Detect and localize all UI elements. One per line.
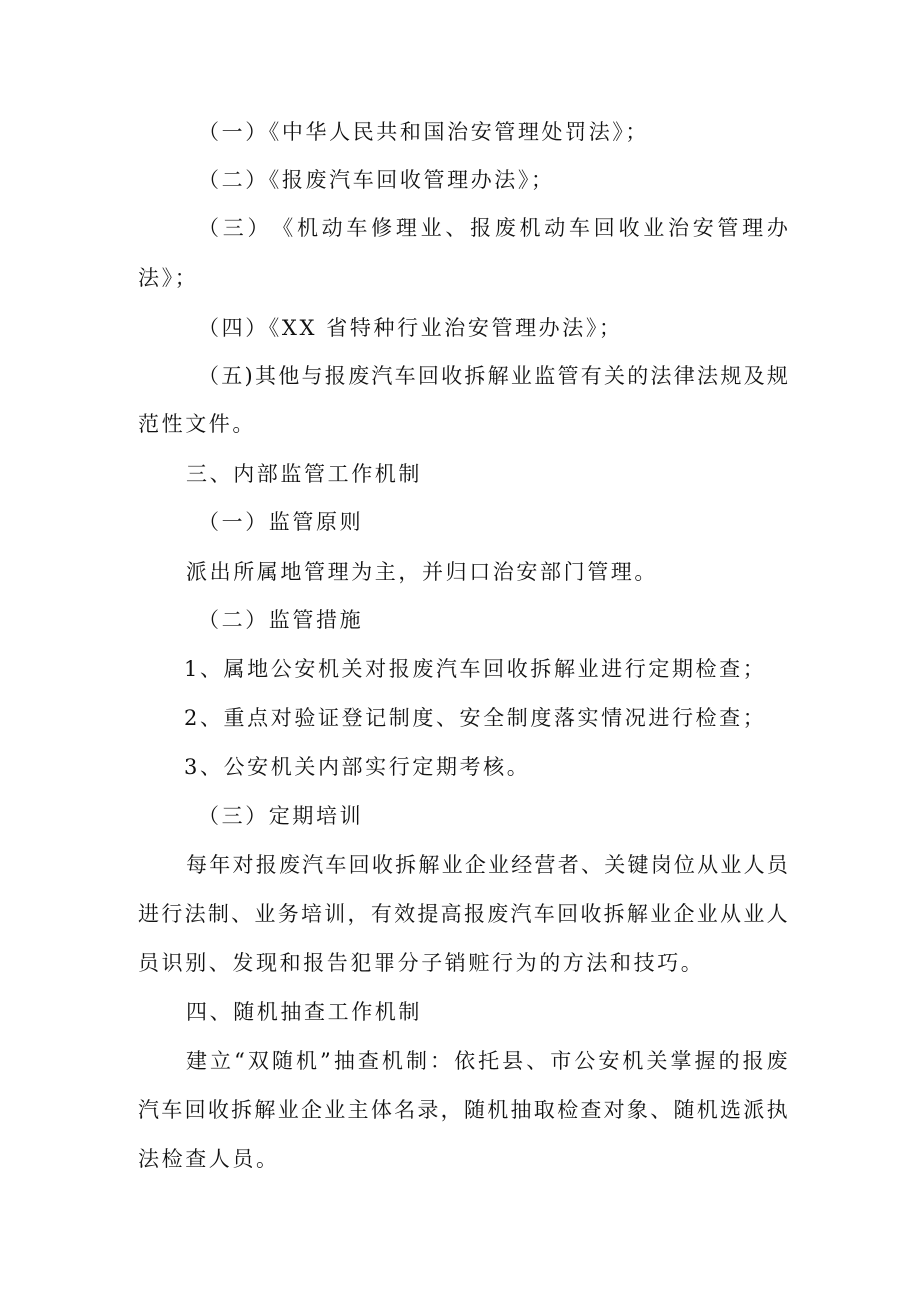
law-item-3-line-1: （ 三 ） 《 机 动 车 修 理 业 、 报 废 机 动 车 回 收 业 治 安 管 理 办 [198, 216, 788, 240]
measure-item-1: 1、属地公安机关对报废汽车回收拆解业进行定期检查； [184, 657, 767, 681]
subheading-regular-training: （三）定期培训 [198, 804, 364, 828]
random-check-text-line-2: 汽 车 回 收 拆 解 业 企 业 主 体 名 录 ， 随 机 抽 取 检 查 对 象 、 随 机 选 派 执 [138, 1098, 788, 1122]
training-text-line-1: 每 年 对 报 废 汽 车 回 收 拆 解 业 企 业 经 营 者 、 关 键 岗 位 从 业 人 员 [186, 853, 788, 877]
subheading-supervision-measures: （二）监管措施 [198, 608, 364, 632]
subheading-supervision-principle: （一）监管原则 [198, 510, 364, 534]
law-item-3-line-2: 法》； [138, 266, 199, 290]
section-heading-4: 四、随机抽查工作机制 [186, 1000, 422, 1024]
law-item-4: （四）《XX 省特种行业治安管理办法》； [198, 316, 623, 340]
section-heading-3: 三、内部监管工作机制 [186, 462, 422, 486]
law-item-1: （一）《中华人民共和国治安管理处罚法》； [198, 120, 649, 144]
measure-item-2: 2、重点对验证登记制度、安全制度落实情况进行检查； [184, 706, 767, 730]
law-item-5-line-1: （ 五 ) 其 他 与 报 废 汽 车 回 收 拆 解 业 监 管 有 关 的 法 律 法 规 及 规 [198, 364, 788, 388]
law-item-2: （二）《报废汽车回收管理办法》； [198, 168, 555, 192]
random-check-text-line-3: 法检查人员。 [138, 1147, 280, 1171]
measure-item-3: 3、公安机关内部实行定期考核。 [184, 755, 531, 779]
training-text-line-3: 员识别、发现和报告犯罪分子销赃行为的方法和技巧。 [138, 951, 705, 975]
principle-text: 派出所属地管理为主，并归口治安部门管理。 [186, 560, 658, 584]
training-text-line-2: 进 行 法 制 、 业 务 培 训 ， 有 效 提 高 报 废 汽 车 回 收 拆 解 业 企 业 从 业 人 [138, 902, 788, 926]
random-check-text-line-1: 建 立 “ 双 随 机 ” 抽 查 机 制 ： 依 托 县 、 市 公 安 机 关 掌 握 的 报 废 [186, 1049, 788, 1073]
law-item-5-line-2: 范性文件。 [138, 412, 256, 436]
